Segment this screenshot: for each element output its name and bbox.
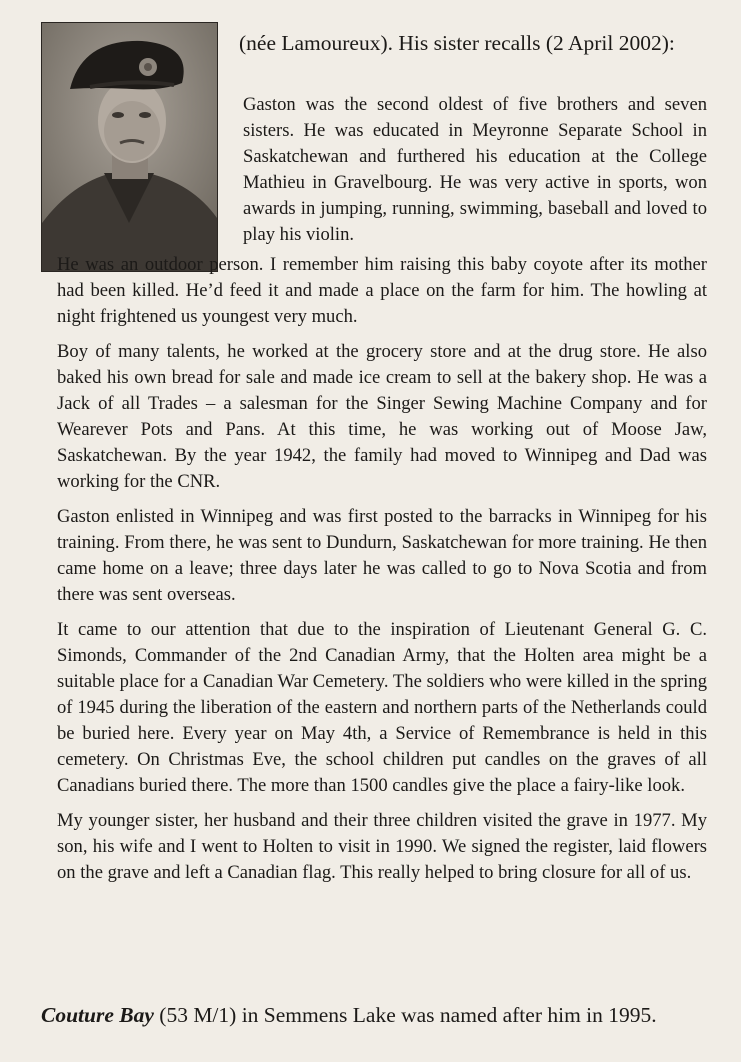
quote-paragraph-5: It came to our attention that due to the inspiration of Lieutenant General G. C. Simonds, Commander of the 2nd Canadian Army, that the Holten area might be a suitable place for a Canadian War Cemetery. The soldiers who were killed in the spring of 1945 during the liberation of the eastern and northern parts of the Netherlands could be buried here. Every year on May 4th, a Service of Remembrance is held in this cemetery. On Christmas Eve, the school children put candles on the graves of all Canadians buried there. The more than 1500 candles give the place a fairy-like look. [57,619,707,796]
naming-note [41,1000,716,1030]
place-name: Couture Bay [41,1003,154,1027]
quote-paragraph-4: Gaston enlisted in Winnipeg and was first posted to the barracks in Winnipeg for his training. From there, he was sent to Dundurn, Saskatchewan for more training. He then came home on a leave; three days later he was called to go to Nova Scotia and from there was sent overseas. [57,506,707,605]
intro-text: (née Lamoureux). His sister recalls (2 April 2002): [239,31,675,55]
sister-quote [57,92,707,895]
quote-paragraph-3: Boy of many talents, he worked at the grocery store and at the drug store. He also baked his own bread for sale and made ice cream to sell at the bakery shop. He was a Jack of all Trades – a salesman for the Singer Sewing Machine Company and for Wearever Pots and Pans. At this time, he was working out of Moose Jaw, Saskatchewan. By the year 1942, the family had moved to Winnipeg and Dad was working for the CNR. [57,341,707,492]
naming-note-text: (53 M/1) in Semmens Lake was named after him in 1995. [153,1003,657,1027]
quote-paragraph-1: Gaston was the second oldest of five brothers and seven sisters. He was educated in Meyronne Separate School in Saskatchewan and furthered his education at the College Mathieu in Gravelbourg. He was very active in sports, won awards in jumping, running, swimming, baseball and loved to play his violin. [243,94,707,245]
quote-paragraph-2: He was an outdoor person. I remember him raising this baby coyote after its mother had been killed. He’d feed it and made a place on the farm for him. The howling at night frightened us youngest very much. [57,254,707,327]
quote-paragraph-6: My younger sister, her husband and their three children visited the grave in 1977. My son, his wife and I went to Holten to visit in 1990. We signed the register, laid flowers on the grave and left a Canadian flag. This really helped to bring closure for all of us. [57,810,707,883]
